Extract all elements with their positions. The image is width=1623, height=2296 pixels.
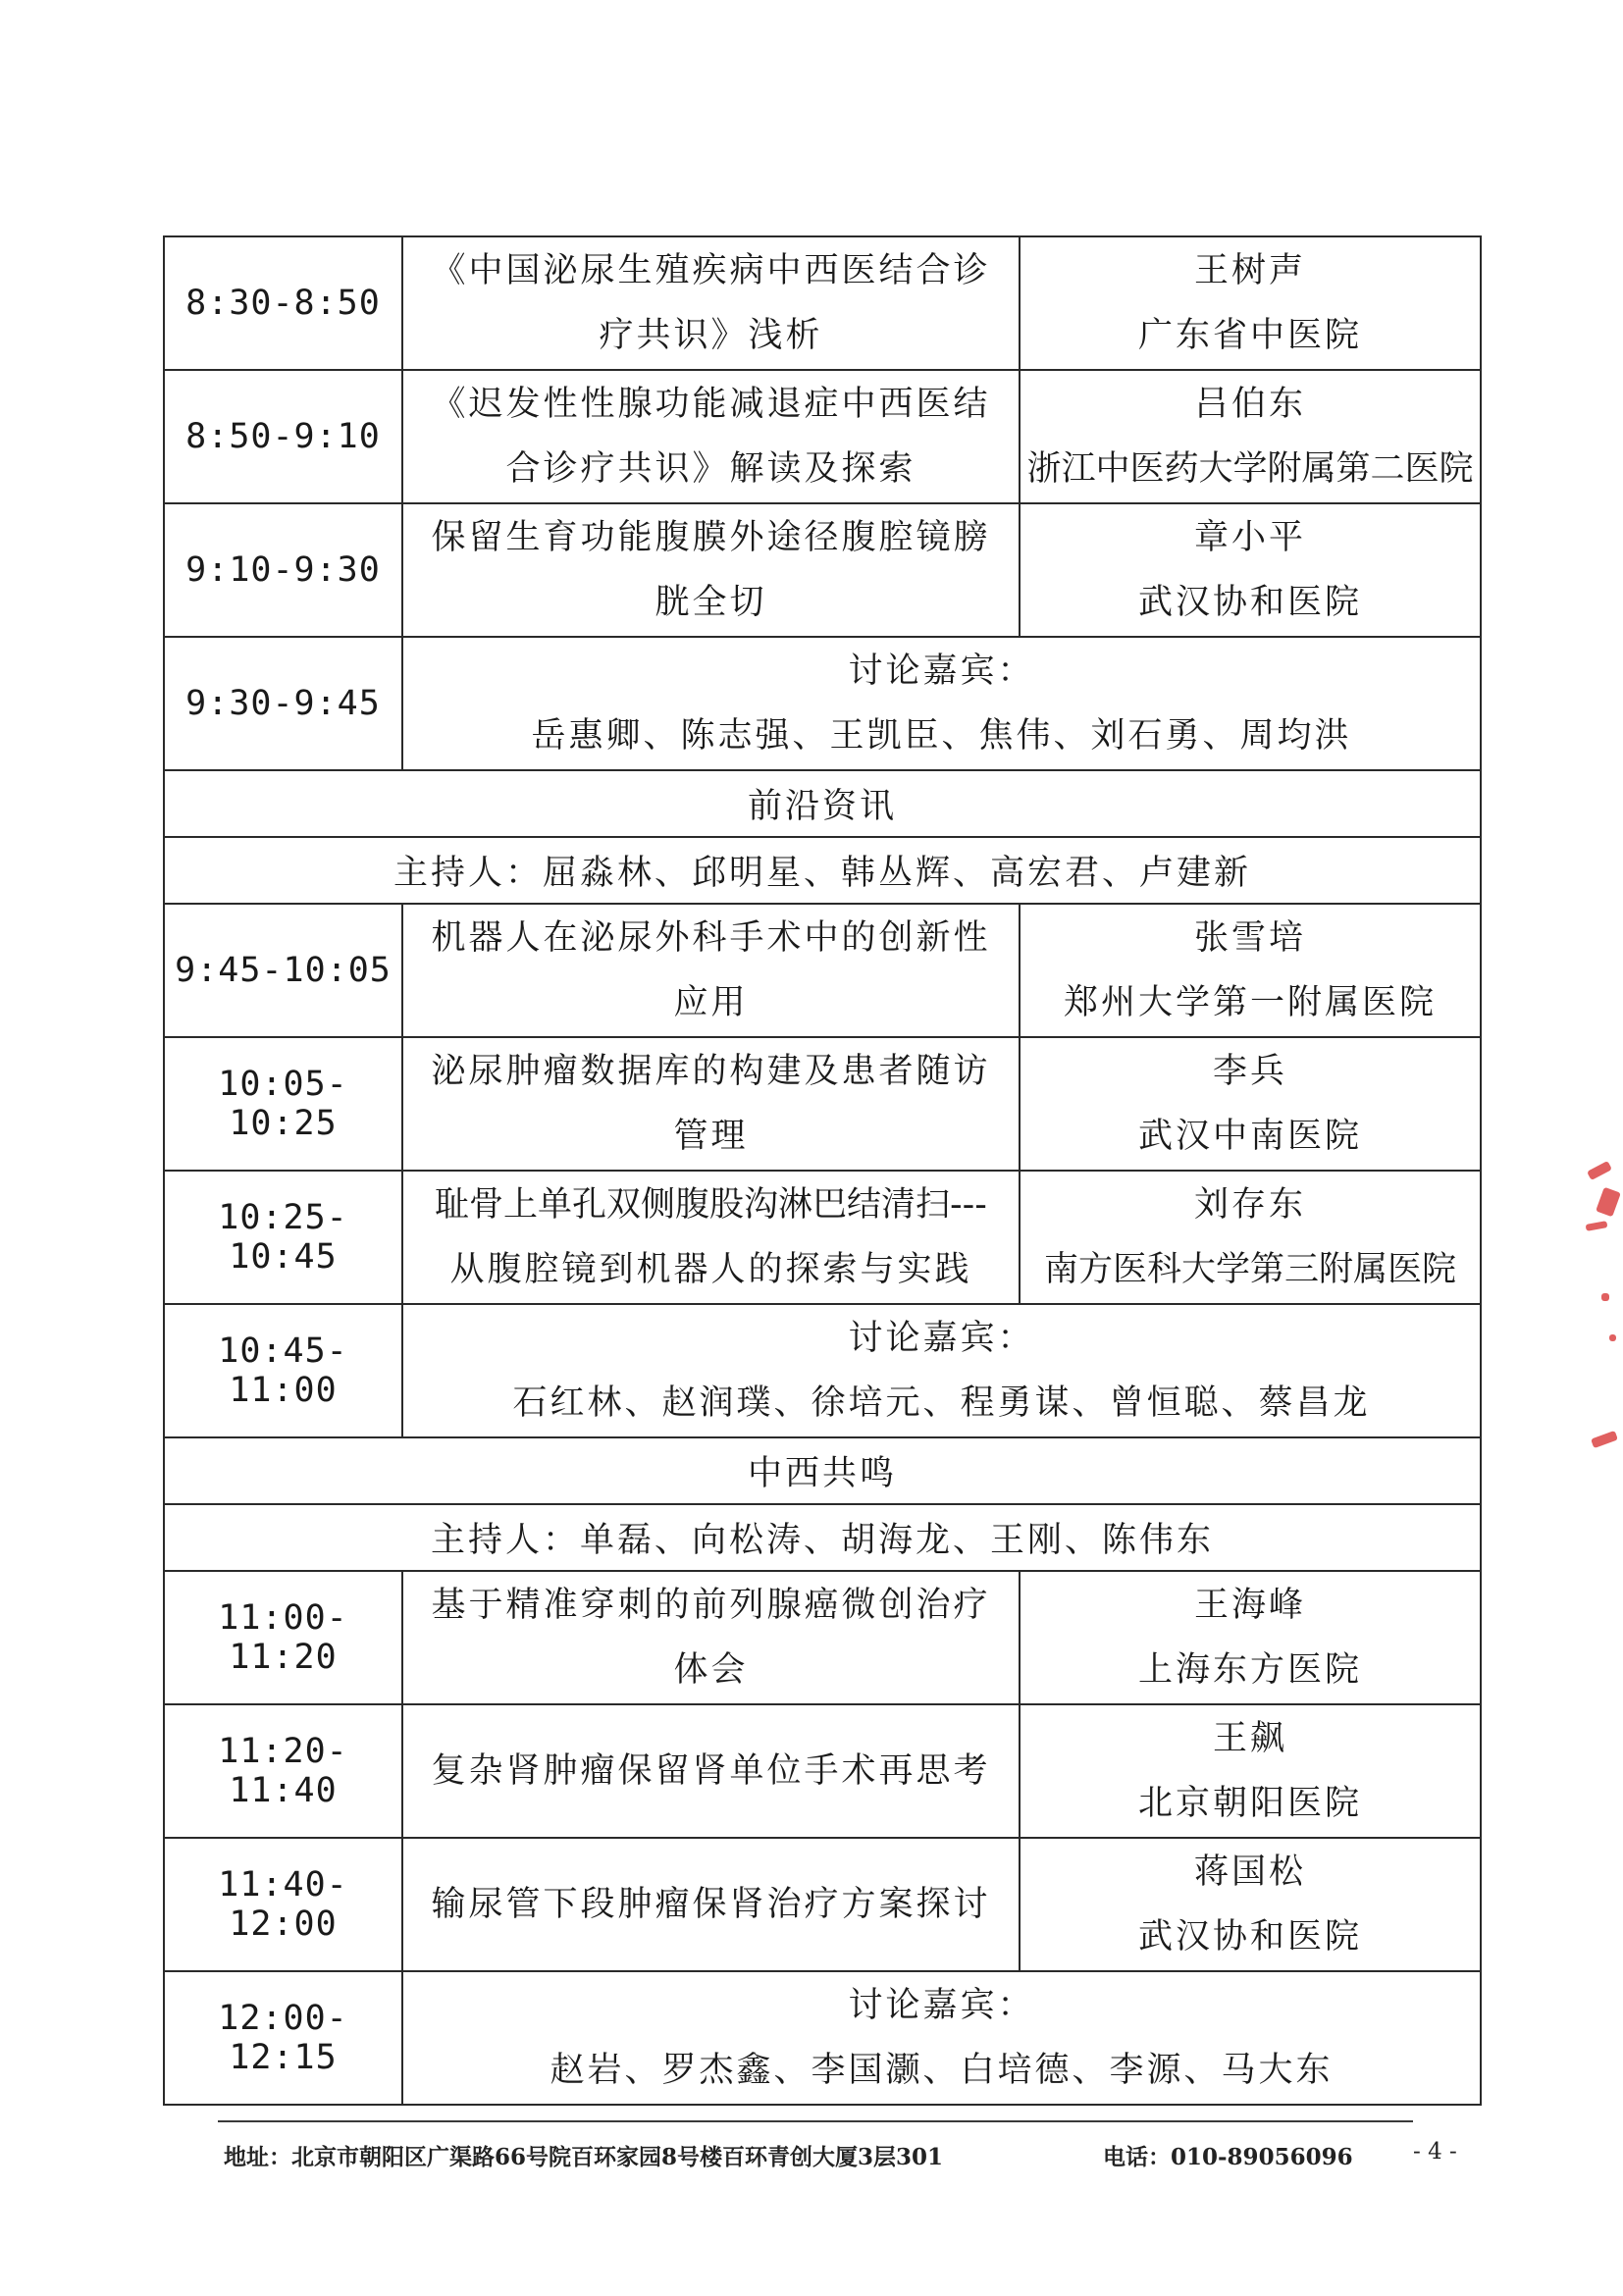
talk-row bbox=[164, 236, 1481, 370]
speaker-affiliation: 郑州大学第一附属医院 bbox=[1063, 983, 1437, 1022]
topic-line: 管理 bbox=[673, 1117, 749, 1156]
topic-line: 《中国泌尿生殖疾病中西医结合诊 bbox=[431, 251, 991, 290]
topic-line: 应用 bbox=[673, 983, 749, 1022]
section-row bbox=[164, 837, 1481, 904]
topic-line: 耻骨上单孔双侧腹股沟淋巴结清扫--- bbox=[435, 1185, 987, 1225]
talk-row bbox=[164, 1037, 1481, 1171]
topic-cell bbox=[402, 503, 1020, 637]
time-cell: 8:50-9:10 bbox=[164, 370, 402, 503]
section-row bbox=[164, 1437, 1481, 1504]
speaker-cell bbox=[1020, 370, 1481, 503]
talk-row bbox=[164, 1704, 1481, 1838]
speaker-name: 吕伯东 bbox=[1193, 385, 1306, 424]
schedule-table bbox=[163, 235, 1482, 2106]
discussion-guests: 岳惠卿、陈志强、王凯臣、焦伟、刘石勇、周均洪 bbox=[531, 716, 1352, 756]
speaker-cell bbox=[1020, 503, 1481, 637]
section-cell bbox=[164, 1437, 1481, 1504]
speaker-affiliation: 广东省中医院 bbox=[1137, 316, 1362, 355]
speaker-affiliation: 上海东方医院 bbox=[1137, 1650, 1362, 1690]
speaker-name: 章小平 bbox=[1193, 518, 1306, 557]
discussion-row bbox=[164, 637, 1481, 770]
topic-cell bbox=[402, 1838, 1020, 1971]
topic-line: 合诊疗共识》解读及探索 bbox=[505, 449, 916, 489]
speaker-cell bbox=[1020, 1704, 1481, 1838]
speaker-cell bbox=[1020, 1037, 1481, 1171]
topic-line: 泌尿肿瘤数据库的构建及患者随访 bbox=[431, 1052, 991, 1091]
talk-row bbox=[164, 503, 1481, 637]
discussion-label: 讨论嘉宾： bbox=[848, 652, 1035, 691]
speaker-name: 王飙 bbox=[1212, 1719, 1287, 1758]
speaker-cell bbox=[1020, 1171, 1481, 1304]
discussion-row bbox=[164, 1304, 1481, 1437]
time-cell: 9:10-9:30 bbox=[164, 503, 402, 637]
topic-line: 基于精准穿刺的前列腺癌微创治疗 bbox=[431, 1586, 991, 1625]
topic-line: 疗共识》浅析 bbox=[599, 316, 823, 355]
section-text: 前沿资讯 bbox=[747, 787, 897, 826]
footer-address: 地址：北京市朝阳区广渠路66号院百环家园8号楼百环青创大厦3层301 bbox=[224, 2144, 944, 2170]
time-cell: 11:40-12:00 bbox=[164, 1838, 402, 1971]
speaker-name: 张雪培 bbox=[1193, 918, 1306, 958]
talk-row bbox=[164, 1571, 1481, 1704]
discussion-cell bbox=[402, 1971, 1481, 2105]
discussion-guests: 赵岩、罗杰鑫、李国灏、白培德、李源、马大东 bbox=[550, 2051, 1334, 2090]
talk-row bbox=[164, 1838, 1481, 1971]
talk-row bbox=[164, 904, 1481, 1037]
section-text: 主持人：单磊、向松涛、胡海龙、王刚、陈伟东 bbox=[430, 1521, 1214, 1560]
section-cell bbox=[164, 770, 1481, 837]
topic-line: 复杂肾肿瘤保留肾单位手术再思考 bbox=[431, 1751, 991, 1791]
footer-phone: 电话：010-89056096 bbox=[1103, 2144, 1353, 2170]
speaker-name: 王海峰 bbox=[1193, 1586, 1306, 1625]
discussion-cell bbox=[402, 637, 1481, 770]
speaker-cell bbox=[1020, 1571, 1481, 1704]
topic-cell bbox=[402, 904, 1020, 1037]
page-number: - 4 - bbox=[1413, 2139, 1457, 2165]
section-row bbox=[164, 770, 1481, 837]
time-cell: 11:00-11:20 bbox=[164, 1571, 402, 1704]
topic-line: 胱全切 bbox=[654, 583, 767, 622]
speaker-name: 李兵 bbox=[1212, 1052, 1287, 1091]
discussion-label: 讨论嘉宾： bbox=[848, 1986, 1035, 2025]
section-row bbox=[164, 1504, 1481, 1571]
discussion-row bbox=[164, 1971, 1481, 2105]
topic-cell bbox=[402, 370, 1020, 503]
speaker-affiliation: 武汉中南医院 bbox=[1137, 1117, 1362, 1156]
speaker-affiliation: 武汉协和医院 bbox=[1137, 583, 1362, 622]
time-cell: 9:30-9:45 bbox=[164, 637, 402, 770]
section-text: 中西共鸣 bbox=[747, 1454, 897, 1493]
time-cell: 12:00-12:15 bbox=[164, 1971, 402, 2105]
topic-cell bbox=[402, 1171, 1020, 1304]
speaker-affiliation: 浙江中医药大学附属第二医院 bbox=[1026, 449, 1474, 489]
time-cell: 8:30-8:50 bbox=[164, 236, 402, 370]
time-cell: 11:20-11:40 bbox=[164, 1704, 402, 1838]
footer-divider bbox=[218, 2120, 1413, 2122]
topic-line: 从腹腔镜到机器人的探索与实践 bbox=[449, 1250, 972, 1289]
talk-row bbox=[164, 1171, 1481, 1304]
discussion-label: 讨论嘉宾： bbox=[848, 1319, 1035, 1358]
topic-line: 《迟发性性腺功能减退症中西医结 bbox=[431, 385, 991, 424]
section-cell bbox=[164, 1504, 1481, 1571]
section-cell bbox=[164, 837, 1481, 904]
topic-cell bbox=[402, 236, 1020, 370]
speaker-name: 蒋国松 bbox=[1193, 1852, 1306, 1892]
section-text: 主持人：屈淼林、邱明星、韩丛辉、高宏君、卢建新 bbox=[393, 854, 1251, 893]
speaker-cell bbox=[1020, 1838, 1481, 1971]
time-cell: 10:05-10:25 bbox=[164, 1037, 402, 1171]
discussion-guests: 石红林、赵润璞、徐培元、程勇谋、曾恒聪、蔡昌龙 bbox=[512, 1383, 1371, 1423]
time-cell: 10:45-11:00 bbox=[164, 1304, 402, 1437]
topic-line: 体会 bbox=[673, 1650, 749, 1690]
speaker-name: 王树声 bbox=[1193, 251, 1306, 290]
time-cell: 9:45-10:05 bbox=[164, 904, 402, 1037]
topic-cell bbox=[402, 1571, 1020, 1704]
speaker-affiliation: 南方医科大学第三附属医院 bbox=[1043, 1250, 1456, 1289]
topic-cell bbox=[402, 1037, 1020, 1171]
topic-line: 保留生育功能腹膜外途径腹腔镜膀 bbox=[431, 518, 991, 557]
speaker-affiliation: 北京朝阳医院 bbox=[1137, 1784, 1362, 1823]
time-cell: 10:25-10:45 bbox=[164, 1171, 402, 1304]
speaker-affiliation: 武汉协和医院 bbox=[1137, 1917, 1362, 1957]
talk-row bbox=[164, 370, 1481, 503]
discussion-cell bbox=[402, 1304, 1481, 1437]
topic-cell bbox=[402, 1704, 1020, 1838]
speaker-cell bbox=[1020, 236, 1481, 370]
topic-line: 输尿管下段肿瘤保肾治疗方案探讨 bbox=[431, 1885, 991, 1924]
speaker-name: 刘存东 bbox=[1193, 1185, 1306, 1225]
speaker-cell bbox=[1020, 904, 1481, 1037]
schedule-body bbox=[164, 236, 1481, 2105]
topic-line: 机器人在泌尿外科手术中的创新性 bbox=[431, 918, 991, 958]
